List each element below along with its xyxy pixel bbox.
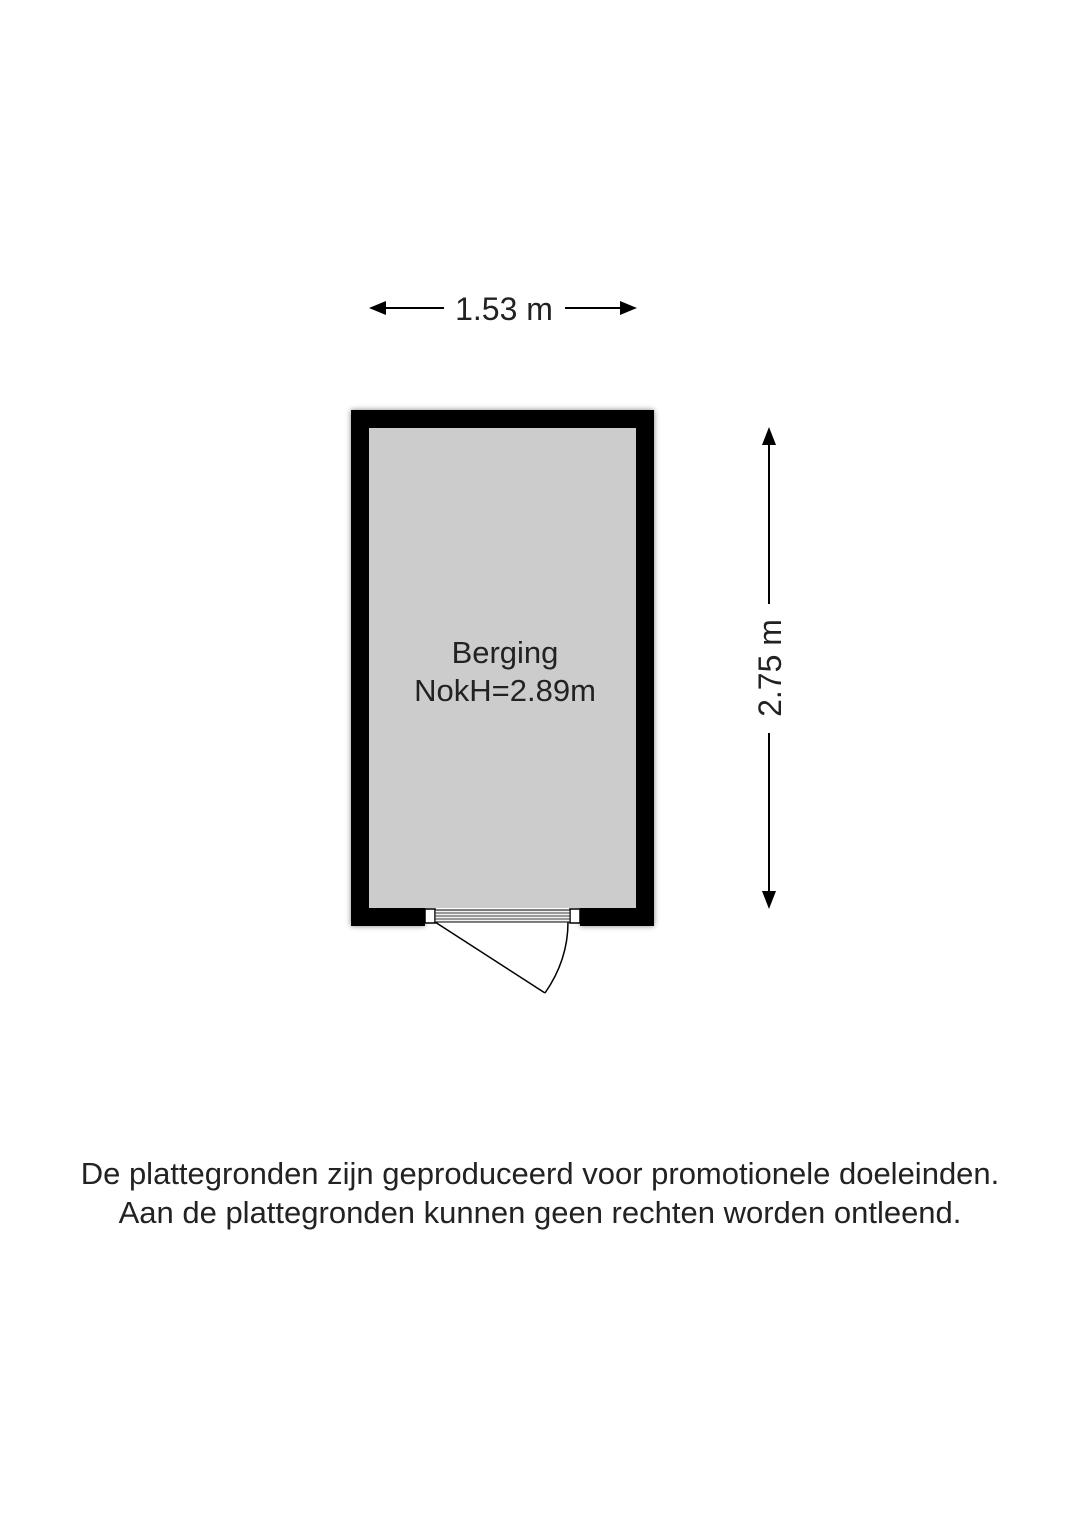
- door-jamb-right: [570, 909, 580, 923]
- door-leaf: [435, 922, 545, 993]
- door-jamb-left: [425, 909, 435, 923]
- wall-right: [636, 410, 654, 926]
- wall-bottom-left: [351, 908, 425, 926]
- width-dimension-label: 1.53 m: [455, 291, 553, 327]
- depth-arrowhead-bottom: [762, 891, 776, 909]
- door: [425, 909, 580, 993]
- room-berging: [351, 410, 654, 993]
- door-swing-arc: [545, 922, 568, 993]
- depth-dimension-label: 2.75 m: [752, 619, 788, 717]
- disclaimer-line-1: De plattegronden zijn geproduceerd voor promotionele doeleinden.: [80, 1156, 1000, 1191]
- width-arrowhead-right: [620, 301, 637, 315]
- width-arrowhead-left: [369, 301, 386, 315]
- wall-left: [351, 410, 369, 926]
- room-name: Berging: [451, 635, 559, 670]
- width-dimension: [369, 291, 637, 327]
- wall-top: [351, 410, 654, 428]
- room-ridge-height: NokH=2.89m: [414, 673, 596, 708]
- disclaimer-line-2: Aan de plattegronden kunnen geen rechten worden ontleend.: [118, 1195, 962, 1230]
- wall-bottom-right: [580, 908, 654, 926]
- depth-dimension: [752, 427, 788, 909]
